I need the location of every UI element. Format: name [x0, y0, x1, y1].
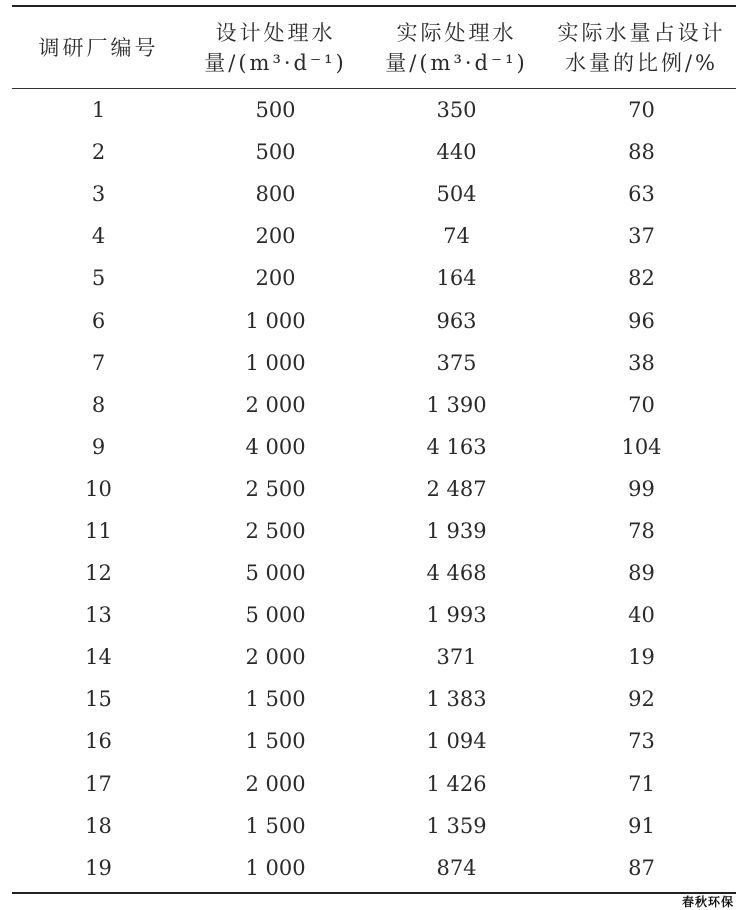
cell-design-capacity: 2 000 [245, 771, 306, 796]
table-row [12, 89, 736, 131]
cell-ratio: 73 [628, 729, 655, 754]
table-top-rule [12, 5, 736, 7]
cell-plant-id: 16 [85, 729, 112, 754]
cell-plant-id: 6 [91, 308, 106, 333]
cell-design-capacity: 2 500 [245, 518, 306, 543]
cell-design-capacity: 2 500 [245, 476, 306, 501]
cell-design-capacity: 5 000 [245, 603, 306, 628]
cell-ratio: 89 [628, 561, 655, 586]
cell-plant-id: 9 [91, 434, 106, 459]
cell-ratio: 104 [621, 434, 662, 459]
cell-actual-capacity: 4 468 [426, 561, 487, 586]
cell-design-capacity: 800 [255, 182, 296, 207]
cell-plant-id: 12 [85, 561, 112, 586]
table-row [12, 636, 736, 678]
cell-actual-capacity: 1 426 [426, 771, 487, 796]
table-row [12, 131, 736, 173]
cell-actual-capacity: 164 [436, 266, 477, 291]
table-row [12, 426, 736, 468]
cell-actual-capacity: 375 [436, 350, 477, 375]
cell-actual-capacity: 371 [436, 645, 477, 670]
cell-plant-id: 8 [91, 392, 106, 417]
cell-plant-id: 5 [91, 266, 106, 291]
table-row [12, 678, 736, 720]
cell-ratio: 19 [628, 645, 655, 670]
cell-actual-capacity: 1 383 [426, 687, 487, 712]
cell-design-capacity: 200 [255, 266, 296, 291]
cell-actual-capacity: 504 [436, 182, 477, 207]
cell-actual-capacity: 1 359 [426, 813, 487, 838]
cell-design-capacity: 500 [255, 140, 296, 165]
table-row [12, 468, 736, 510]
cell-plant-id: 11 [85, 518, 112, 543]
cell-ratio: 82 [628, 266, 655, 291]
cell-ratio: 87 [628, 855, 655, 880]
header-ratio [547, 12, 736, 84]
cell-plant-id: 17 [85, 771, 112, 796]
table-row [12, 552, 736, 594]
cell-design-capacity: 1 000 [245, 350, 306, 375]
header-plant-id [12, 12, 185, 84]
cell-actual-capacity: 1 939 [426, 518, 487, 543]
table-row [12, 299, 736, 341]
cell-ratio: 88 [628, 140, 655, 165]
cell-plant-id: 18 [85, 813, 112, 838]
table-body [12, 89, 736, 889]
cell-design-capacity: 1 500 [245, 729, 306, 754]
cell-design-capacity: 2 000 [245, 392, 306, 417]
watermark-text: 春秋环保 [681, 895, 734, 909]
cell-design-capacity: 200 [255, 224, 296, 249]
header-line: 量/(m³·d⁻¹) [385, 51, 528, 75]
cell-ratio: 70 [628, 98, 655, 123]
table-row [12, 805, 736, 847]
table-bottom-rule [12, 892, 736, 894]
cell-actual-capacity: 2 487 [426, 476, 487, 501]
cell-ratio: 92 [628, 687, 655, 712]
cell-ratio: 40 [628, 603, 655, 628]
cell-plant-id: 10 [85, 476, 112, 501]
cell-actual-capacity: 874 [436, 855, 477, 880]
table-header [12, 12, 736, 84]
cell-actual-capacity: 4 163 [426, 434, 487, 459]
table-row [12, 173, 736, 215]
table-row [12, 763, 736, 805]
header-line: 量/(m³·d⁻¹) [204, 51, 347, 75]
cell-plant-id: 14 [85, 645, 112, 670]
cell-plant-id: 13 [85, 603, 112, 628]
header-line: 调研厂编号 [38, 36, 159, 60]
header-design-capacity [185, 12, 366, 84]
cell-design-capacity: 4 000 [245, 434, 306, 459]
cell-ratio: 96 [628, 308, 655, 333]
cell-plant-id: 7 [91, 350, 106, 375]
cell-design-capacity: 1 000 [245, 855, 306, 880]
header-line: 实际水量占设计 [557, 21, 726, 45]
cell-ratio: 71 [628, 771, 655, 796]
cell-design-capacity: 1 000 [245, 308, 306, 333]
cell-plant-id: 4 [91, 224, 106, 249]
table-row [12, 257, 736, 299]
cell-design-capacity: 5 000 [245, 561, 306, 586]
cell-actual-capacity: 1 094 [426, 729, 487, 754]
table-row [12, 384, 736, 426]
cell-ratio: 63 [628, 182, 655, 207]
table-row [12, 847, 736, 889]
cell-ratio: 78 [628, 518, 655, 543]
cell-actual-capacity: 1 390 [426, 392, 487, 417]
cell-ratio: 99 [628, 476, 655, 501]
table-row [12, 510, 736, 552]
cell-plant-id: 19 [85, 855, 112, 880]
cell-ratio: 70 [628, 392, 655, 417]
cell-actual-capacity: 440 [436, 140, 477, 165]
cell-actual-capacity: 350 [436, 98, 477, 123]
cell-ratio: 37 [628, 224, 655, 249]
header-actual-capacity [366, 12, 547, 84]
header-line: 水量的比例/% [564, 51, 719, 75]
cell-actual-capacity: 1 993 [426, 603, 487, 628]
cell-ratio: 38 [628, 350, 655, 375]
table-row [12, 594, 736, 636]
table-row [12, 342, 736, 384]
cell-actual-capacity: 74 [443, 224, 470, 249]
cell-plant-id: 3 [91, 182, 106, 207]
table-row [12, 215, 736, 257]
header-line: 实际处理水 [396, 21, 517, 45]
cell-ratio: 91 [628, 813, 655, 838]
cell-design-capacity: 500 [255, 98, 296, 123]
cell-plant-id: 1 [91, 98, 106, 123]
cell-plant-id: 2 [91, 140, 106, 165]
cell-design-capacity: 1 500 [245, 813, 306, 838]
table-row [12, 720, 736, 762]
header-line: 设计处理水 [215, 21, 336, 45]
cell-design-capacity: 2 000 [245, 645, 306, 670]
cell-design-capacity: 1 500 [245, 687, 306, 712]
cell-actual-capacity: 963 [436, 308, 477, 333]
cell-plant-id: 15 [85, 687, 112, 712]
